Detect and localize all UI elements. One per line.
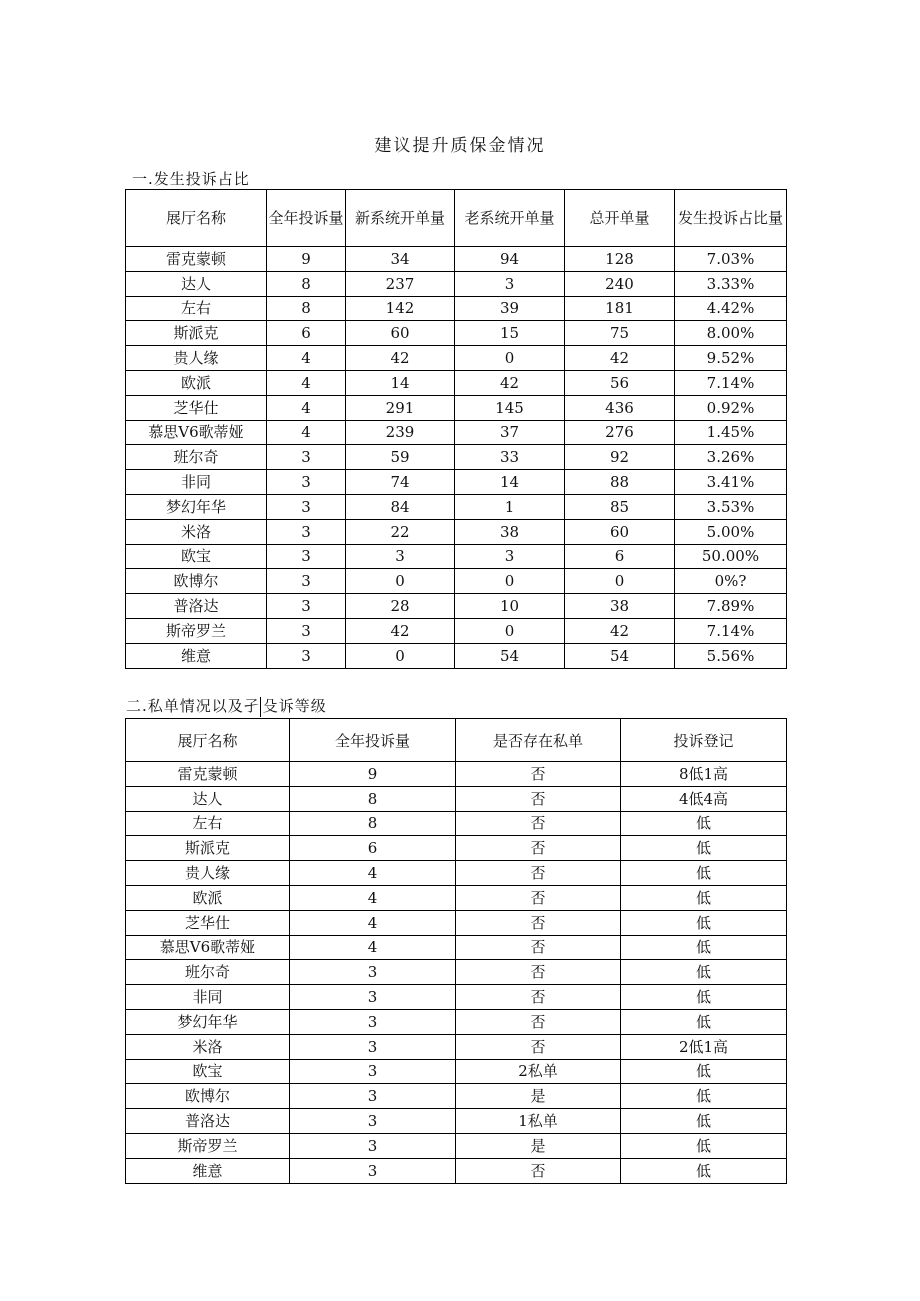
hall-name-cell: 欧宝 <box>126 1059 290 1084</box>
old-system-orders-cell: 3 <box>455 544 565 569</box>
new-system-orders-cell: 239 <box>346 420 455 445</box>
header-private-order: 是否存在私单 <box>456 719 621 762</box>
complaint-level-cell: 低 <box>621 1109 787 1134</box>
private-order-cell: 否 <box>456 762 621 787</box>
total-orders-cell: 276 <box>565 420 675 445</box>
complaint-ratio-cell: 50.00% <box>675 544 787 569</box>
private-order-cell: 否 <box>456 861 621 886</box>
table-row <box>126 861 787 886</box>
annual-complaints-cell: 4 <box>290 885 456 910</box>
hall-name-cell: 维意 <box>126 643 267 668</box>
new-system-orders-cell: 34 <box>346 247 455 272</box>
hall-name-cell: 芝华仕 <box>126 910 290 935</box>
complaint-ratio-cell: 7.14% <box>675 370 787 395</box>
annual-complaints-cell: 3 <box>267 544 346 569</box>
header-annual-complaints: 全年投诉量 <box>267 190 346 247</box>
private-order-cell: 1私单 <box>456 1109 621 1134</box>
new-system-orders-cell: 14 <box>346 370 455 395</box>
private-order-cell: 否 <box>456 985 621 1010</box>
hall-name-cell: 欧博尔 <box>126 569 267 594</box>
table-row <box>126 445 787 470</box>
complaint-ratio-cell: 3.26% <box>675 445 787 470</box>
annual-complaints-cell: 6 <box>290 836 456 861</box>
hall-name-cell: 雷克蒙顿 <box>126 247 267 272</box>
complaint-ratio-cell: 0.92% <box>675 395 787 420</box>
table-row <box>126 1009 787 1034</box>
section2-title-part-a: 二.私单情况以及孑 <box>126 697 260 715</box>
new-system-orders-cell: 291 <box>346 395 455 420</box>
total-orders-cell: 436 <box>565 395 675 420</box>
table-row <box>126 420 787 445</box>
table2-header-row <box>126 719 787 762</box>
total-orders-cell: 60 <box>565 519 675 544</box>
hall-name-cell: 欧宝 <box>126 544 267 569</box>
total-orders-cell: 88 <box>565 470 675 495</box>
complaint-ratio-cell: 3.41% <box>675 470 787 495</box>
total-orders-cell: 181 <box>565 296 675 321</box>
table-row <box>126 594 787 619</box>
table-row <box>126 1158 787 1183</box>
header-hall-name: 展厅名称 <box>126 190 267 247</box>
new-system-orders-cell: 74 <box>346 470 455 495</box>
hall-name-cell: 达人 <box>126 786 290 811</box>
table-row <box>126 643 787 668</box>
hall-name-cell: 斯帝罗兰 <box>126 1133 290 1158</box>
new-system-orders-cell: 42 <box>346 618 455 643</box>
old-system-orders-cell: 33 <box>455 445 565 470</box>
hall-name-cell: 斯派克 <box>126 321 267 346</box>
new-system-orders-cell: 22 <box>346 519 455 544</box>
table-row <box>126 836 787 861</box>
hall-name-cell: 芝华仕 <box>126 395 267 420</box>
old-system-orders-cell: 37 <box>455 420 565 445</box>
new-system-orders-cell: 28 <box>346 594 455 619</box>
old-system-orders-cell: 10 <box>455 594 565 619</box>
complaint-level-cell: 低 <box>621 811 787 836</box>
complaint-level-cell: 低 <box>621 910 787 935</box>
table-row <box>126 618 787 643</box>
complaint-level-cell: 低 <box>621 1133 787 1158</box>
hall-name-cell: 维意 <box>126 1158 290 1183</box>
hall-name-cell: 班尔奇 <box>126 960 290 985</box>
private-order-cell: 否 <box>456 885 621 910</box>
table-row <box>126 271 787 296</box>
complaint-level-cell: 8低1高 <box>621 762 787 787</box>
complaint-level-cell: 低 <box>621 836 787 861</box>
section2-title-part-b: 殳诉等级 <box>262 697 327 715</box>
header-complaint-ratio: 发生投诉占比量 <box>675 190 787 247</box>
annual-complaints-cell: 3 <box>267 643 346 668</box>
table-row <box>126 960 787 985</box>
old-system-orders-cell: 15 <box>455 321 565 346</box>
annual-complaints-cell: 3 <box>290 1133 456 1158</box>
hall-name-cell: 雷克蒙顿 <box>126 762 290 787</box>
annual-complaints-cell: 3 <box>267 445 346 470</box>
table-row <box>126 544 787 569</box>
new-system-orders-cell: 237 <box>346 271 455 296</box>
annual-complaints-cell: 3 <box>267 618 346 643</box>
hall-name-cell: 达人 <box>126 271 267 296</box>
old-system-orders-cell: 0 <box>455 346 565 371</box>
annual-complaints-cell: 4 <box>267 346 346 371</box>
annual-complaints-cell: 8 <box>267 296 346 321</box>
annual-complaints-cell: 3 <box>267 569 346 594</box>
table-row <box>126 1109 787 1134</box>
old-system-orders-cell: 42 <box>455 370 565 395</box>
hall-name-cell: 普洛达 <box>126 1109 290 1134</box>
annual-complaints-cell: 4 <box>290 910 456 935</box>
total-orders-cell: 38 <box>565 594 675 619</box>
header-complaint-level: 投诉登记 <box>621 719 787 762</box>
complaint-level-cell: 低 <box>621 1059 787 1084</box>
complaint-level-cell: 低 <box>621 960 787 985</box>
total-orders-cell: 92 <box>565 445 675 470</box>
private-order-cell: 否 <box>456 1034 621 1059</box>
annual-complaints-cell: 3 <box>267 594 346 619</box>
total-orders-cell: 0 <box>565 569 675 594</box>
complaint-level-cell: 低 <box>621 985 787 1010</box>
old-system-orders-cell: 0 <box>455 618 565 643</box>
old-system-orders-cell: 38 <box>455 519 565 544</box>
complaint-ratio-cell: 3.33% <box>675 271 787 296</box>
private-order-cell: 是 <box>456 1133 621 1158</box>
complaint-level-cell: 4低4高 <box>621 786 787 811</box>
annual-complaints-cell: 3 <box>290 1084 456 1109</box>
private-order-table <box>125 718 787 1184</box>
private-order-cell: 否 <box>456 1009 621 1034</box>
total-orders-cell: 85 <box>565 494 675 519</box>
hall-name-cell: 非同 <box>126 470 267 495</box>
hall-name-cell: 米洛 <box>126 1034 290 1059</box>
complaint-ratio-cell: 5.56% <box>675 643 787 668</box>
private-order-cell: 否 <box>456 811 621 836</box>
complaint-ratio-cell: 7.03% <box>675 247 787 272</box>
complaint-level-cell: 低 <box>621 935 787 960</box>
total-orders-cell: 6 <box>565 544 675 569</box>
header-hall-name: 展厅名称 <box>126 719 290 762</box>
table-row <box>126 985 787 1010</box>
hall-name-cell: 慕思V6歌蒂娅 <box>126 420 267 445</box>
private-order-cell: 否 <box>456 786 621 811</box>
old-system-orders-cell: 39 <box>455 296 565 321</box>
table1-header-row <box>126 190 787 247</box>
hall-name-cell: 慕思V6歌蒂娅 <box>126 935 290 960</box>
table-row <box>126 494 787 519</box>
hall-name-cell: 欧派 <box>126 885 290 910</box>
total-orders-cell: 240 <box>565 271 675 296</box>
complaint-ratio-cell: 9.52% <box>675 346 787 371</box>
complaint-level-cell: 低 <box>621 1084 787 1109</box>
annual-complaints-cell: 3 <box>290 1034 456 1059</box>
hall-name-cell: 贵人缘 <box>126 861 290 886</box>
old-system-orders-cell: 14 <box>455 470 565 495</box>
table-row <box>126 519 787 544</box>
old-system-orders-cell: 0 <box>455 569 565 594</box>
total-orders-cell: 42 <box>565 346 675 371</box>
hall-name-cell: 梦幻年华 <box>126 494 267 519</box>
table-row <box>126 395 787 420</box>
complaint-ratio-cell: 8.00% <box>675 321 787 346</box>
complaint-level-cell: 低 <box>621 1009 787 1034</box>
annual-complaints-cell: 4 <box>267 395 346 420</box>
hall-name-cell: 普洛达 <box>126 594 267 619</box>
annual-complaints-cell: 9 <box>267 247 346 272</box>
header-new-system-orders: 新系统开单量 <box>346 190 455 247</box>
hall-name-cell: 欧派 <box>126 370 267 395</box>
table-row <box>126 910 787 935</box>
private-order-cell: 否 <box>456 1158 621 1183</box>
annual-complaints-cell: 3 <box>267 519 346 544</box>
hall-name-cell: 左右 <box>126 296 267 321</box>
new-system-orders-cell: 59 <box>346 445 455 470</box>
private-order-cell: 否 <box>456 935 621 960</box>
annual-complaints-cell: 4 <box>290 861 456 886</box>
hall-name-cell: 欧博尔 <box>126 1084 290 1109</box>
complaint-level-cell: 2低1高 <box>621 1034 787 1059</box>
page-title: 建议提升质保金情况 <box>374 136 546 156</box>
complaint-level-cell: 低 <box>621 1158 787 1183</box>
total-orders-cell: 75 <box>565 321 675 346</box>
complaint-level-cell: 低 <box>621 861 787 886</box>
table-row <box>126 1059 787 1084</box>
annual-complaints-cell: 4 <box>267 370 346 395</box>
header-old-system-orders: 老系统开单量 <box>455 190 565 247</box>
complaint-ratio-cell: 1.45% <box>675 420 787 445</box>
hall-name-cell: 班尔奇 <box>126 445 267 470</box>
hall-name-cell: 贵人缘 <box>126 346 267 371</box>
table-row <box>126 346 787 371</box>
new-system-orders-cell: 84 <box>346 494 455 519</box>
header-total-orders: 总开单量 <box>565 190 675 247</box>
new-system-orders-cell: 60 <box>346 321 455 346</box>
old-system-orders-cell: 54 <box>455 643 565 668</box>
annual-complaints-cell: 3 <box>290 960 456 985</box>
annual-complaints-cell: 4 <box>290 935 456 960</box>
table-row <box>126 370 787 395</box>
total-orders-cell: 128 <box>565 247 675 272</box>
annual-complaints-cell: 3 <box>290 1158 456 1183</box>
header-annual-complaints: 全年投诉量 <box>290 719 456 762</box>
new-system-orders-cell: 42 <box>346 346 455 371</box>
annual-complaints-cell: 8 <box>267 271 346 296</box>
complaint-ratio-cell: 3.53% <box>675 494 787 519</box>
complaint-ratio-cell: 7.14% <box>675 618 787 643</box>
table-row <box>126 1034 787 1059</box>
table-row <box>126 296 787 321</box>
table-row <box>126 935 787 960</box>
annual-complaints-cell: 4 <box>267 420 346 445</box>
section2-title <box>126 695 327 717</box>
new-system-orders-cell: 3 <box>346 544 455 569</box>
total-orders-cell: 54 <box>565 643 675 668</box>
old-system-orders-cell: 1 <box>455 494 565 519</box>
hall-name-cell: 梦幻年华 <box>126 1009 290 1034</box>
annual-complaints-cell: 8 <box>290 786 456 811</box>
table-row <box>126 321 787 346</box>
new-system-orders-cell: 0 <box>346 643 455 668</box>
old-system-orders-cell: 94 <box>455 247 565 272</box>
hall-name-cell: 米洛 <box>126 519 267 544</box>
annual-complaints-cell: 6 <box>267 321 346 346</box>
table-row <box>126 762 787 787</box>
complaint-ratio-cell: 7.89% <box>675 594 787 619</box>
complaint-level-cell: 低 <box>621 885 787 910</box>
hall-name-cell: 斯帝罗兰 <box>126 618 267 643</box>
annual-complaints-cell: 3 <box>267 494 346 519</box>
annual-complaints-cell: 8 <box>290 811 456 836</box>
hall-name-cell: 非同 <box>126 985 290 1010</box>
total-orders-cell: 56 <box>565 370 675 395</box>
hall-name-cell: 左右 <box>126 811 290 836</box>
table-row <box>126 786 787 811</box>
private-order-cell: 是 <box>456 1084 621 1109</box>
new-system-orders-cell: 142 <box>346 296 455 321</box>
annual-complaints-cell: 3 <box>290 1109 456 1134</box>
annual-complaints-cell: 3 <box>267 470 346 495</box>
total-orders-cell: 42 <box>565 618 675 643</box>
table-row <box>126 247 787 272</box>
complaint-ratio-cell: 4.42% <box>675 296 787 321</box>
annual-complaints-cell: 3 <box>290 1009 456 1034</box>
annual-complaints-cell: 3 <box>290 1059 456 1084</box>
old-system-orders-cell: 3 <box>455 271 565 296</box>
new-system-orders-cell: 0 <box>346 569 455 594</box>
complaint-ratio-cell: 5.00% <box>675 519 787 544</box>
private-order-cell: 否 <box>456 910 621 935</box>
column-divider <box>260 697 261 717</box>
old-system-orders-cell: 145 <box>455 395 565 420</box>
table-row <box>126 569 787 594</box>
complaint-ratio-table <box>125 189 787 669</box>
table-row <box>126 470 787 495</box>
complaint-ratio-cell: 0%? <box>675 569 787 594</box>
hall-name-cell: 斯派克 <box>126 836 290 861</box>
table-row <box>126 811 787 836</box>
private-order-cell: 2私单 <box>456 1059 621 1084</box>
private-order-cell: 否 <box>456 960 621 985</box>
table-row <box>126 1084 787 1109</box>
private-order-cell: 否 <box>456 836 621 861</box>
table-row <box>126 885 787 910</box>
annual-complaints-cell: 3 <box>290 985 456 1010</box>
section1-title: 一.发生投诉占比 <box>132 170 250 188</box>
annual-complaints-cell: 9 <box>290 762 456 787</box>
table-row <box>126 1133 787 1158</box>
